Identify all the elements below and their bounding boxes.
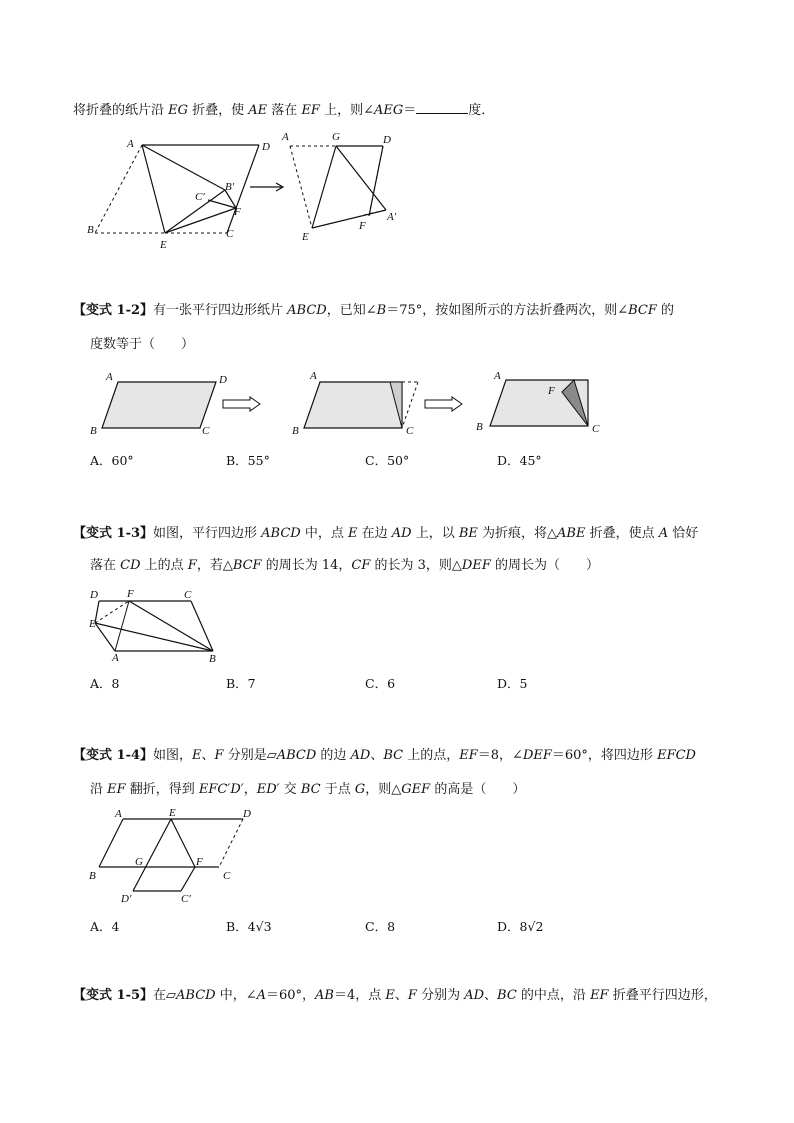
q1-1-label-D-right: D [383, 134, 391, 146]
text-run: 有一张平行四边形纸片 [153, 303, 288, 318]
q1-2-line2: 度数等于（ ） [90, 337, 195, 352]
q1-3-label-E: E [89, 618, 96, 630]
text-run: 恰好 [668, 526, 699, 541]
q1-3-line1-text [153, 526, 698, 541]
q1-5-line1 [73, 987, 717, 1005]
text-run: EF [301, 103, 320, 118]
text-run: ABE [557, 526, 586, 541]
q1-3-figure [85, 585, 235, 665]
q1-2-line1-text [153, 303, 674, 318]
text-run: 度． [468, 103, 495, 118]
q1-2-fig1-A: A [106, 371, 113, 383]
text-run: ＝8，∠ [477, 748, 523, 763]
text-run: AD [350, 748, 371, 763]
text-run: EF [107, 782, 126, 797]
q1-2-fig2-A: A [310, 370, 317, 382]
text-run: E [385, 988, 395, 1003]
answer-blank[interactable] [416, 101, 468, 114]
q1-1-label-B: B [87, 224, 94, 236]
q1-4-label-E: E [169, 807, 176, 819]
q1-1-label-E-right: E [302, 231, 309, 243]
q1-4-figure [85, 805, 265, 905]
text-run: 翻折，得到 [125, 782, 199, 797]
text-run: BE [458, 526, 478, 541]
q1-1-label-C: C [226, 228, 234, 240]
q1-1-label-E: E [160, 239, 167, 251]
q1-4-label-D: D [243, 808, 251, 820]
text-run: 的边 [316, 748, 351, 763]
q1-3-label-A: A [112, 652, 119, 664]
q1-4-label-C: C [223, 870, 231, 882]
q1-1-label-F: F [234, 206, 241, 218]
q1-1-label-F-right: F [359, 220, 366, 232]
q1-2-fig1-C: C [202, 425, 210, 437]
text-run: F [214, 748, 224, 763]
q1-2-option-c[interactable]: C．50° [365, 453, 410, 468]
text-run: CD [120, 558, 141, 573]
q1-2-fig1-B: B [90, 425, 97, 437]
text-run: 的中点，沿 [516, 988, 591, 1003]
q1-3-label-D: D [90, 589, 98, 601]
text-run: 落在 [267, 103, 302, 118]
q1-2-fig3-A: A [494, 370, 501, 382]
q1-2-line1 [73, 302, 674, 320]
text-run: F [407, 988, 417, 1003]
q1-3-option-a[interactable]: A．8 [90, 676, 120, 691]
text-run: 分别是▱ [223, 748, 277, 763]
q1-3-option-d[interactable]: D．5 [497, 676, 528, 691]
q1-4-option-b[interactable]: B．4√3 [226, 919, 272, 934]
q1-2-figure-2 [290, 368, 430, 438]
text-run: BC [383, 748, 404, 763]
q1-2-figure-1 [88, 368, 228, 438]
q1-2-figure-3 [476, 366, 616, 436]
q1-2-option-d[interactable]: D．45° [497, 453, 542, 468]
q1-4-label-A: A [115, 808, 122, 820]
text-run: AE [248, 103, 268, 118]
text-run: ＝4，点 [334, 988, 386, 1003]
text-run: AD [391, 526, 412, 541]
text-run: ABCD [287, 303, 327, 318]
q1-1-figure-left [85, 135, 285, 255]
text-run: 在边 [357, 526, 392, 541]
q1-4-option-d[interactable]: D．8√2 [497, 919, 544, 934]
q1-1-label-A: A [127, 138, 134, 150]
q1-1-label-Cp: C′ [195, 191, 205, 203]
text-run: G [354, 782, 366, 797]
q1-3-label-B: B [209, 653, 216, 665]
q1-5-line1-text [153, 988, 717, 1003]
q1-2-option-a[interactable]: A．60° [90, 453, 134, 468]
q1-4-label-Cp: C′ [181, 893, 191, 905]
q1-3-tag: 【变式 1-3】 [73, 526, 154, 541]
text-run: 如图， [153, 748, 193, 763]
q1-2-arrow-2 [424, 396, 464, 412]
text-run: EF [590, 988, 609, 1003]
q1-4-option-c[interactable]: C．8 [365, 919, 396, 934]
text-run: ＝ [403, 103, 417, 118]
q1-3-option-b[interactable]: B．7 [226, 676, 256, 691]
q1-3-label-F: F [127, 588, 134, 600]
q1-4-line1 [73, 747, 696, 765]
text-run: AB [315, 988, 334, 1003]
text-run: BC [497, 988, 517, 1003]
q1-4-label-G: G [135, 856, 143, 868]
text-run: 上的点， [403, 748, 460, 763]
text-run: E [192, 748, 202, 763]
text-run: 、 [484, 988, 498, 1003]
text-run: 、 [201, 748, 215, 763]
text-run: 沿 [90, 782, 108, 797]
q1-2-fig2-B: B [292, 425, 299, 437]
text-run: 、 [394, 988, 408, 1003]
text-run: 的周长为（ ） [490, 558, 599, 573]
q1-4-label-B: B [89, 870, 96, 882]
q1-1-label-Bp: B′ [225, 181, 235, 193]
text-run: 上的点 [140, 558, 188, 573]
q1-2-tag: 【变式 1-2】 [73, 303, 154, 318]
text-run: ＝75°，按如图所示的方法折叠两次，则∠ [386, 303, 629, 318]
text-run: 的 [656, 303, 675, 318]
text-run: DEF [522, 748, 552, 763]
text-run: EFCD [657, 748, 696, 763]
q1-3-option-c[interactable]: C．6 [365, 676, 396, 691]
text-run: CF [351, 558, 371, 573]
text-run: 为折痕，将△ [477, 526, 558, 541]
text-run: ABCD [176, 988, 216, 1003]
q1-2-fig3-F: F [548, 385, 555, 397]
text-run: 中，∠ [215, 988, 257, 1003]
text-run: DEF [461, 558, 491, 573]
q1-4-option-a[interactable]: A．4 [90, 919, 120, 934]
text-run: 折叠，使点 [585, 526, 659, 541]
text-run: 折叠平行四边形， [608, 988, 717, 1003]
text-run: 将折叠的纸片沿 [73, 103, 169, 118]
q1-3-line1 [73, 525, 698, 543]
text-run: ＝60°， [266, 988, 316, 1003]
text-run: ABCD [261, 526, 301, 541]
q1-5-tag: 【变式 1-5】 [73, 988, 154, 1003]
q1-1-label-A-right: A [282, 131, 289, 143]
text-run: 在▱ [153, 988, 177, 1003]
q1-4-label-F: F [196, 856, 203, 868]
text-run: GEF [401, 782, 431, 797]
q1-4-line1-text [153, 748, 696, 763]
text-run: 落在 [90, 558, 121, 573]
text-run: 、 [370, 748, 384, 763]
text-run: ABCD [276, 748, 317, 763]
q1-2-fig1-D: D [219, 374, 227, 386]
q1-4-label-Dp: D′ [121, 893, 132, 905]
text-run: ＝60°，将四边形 [551, 748, 658, 763]
q1-4-line2 [90, 781, 525, 799]
text-run: BCF [628, 303, 657, 318]
text-run: EFC′D′ [198, 782, 244, 797]
text-run: ， [243, 782, 257, 797]
text-run: AD [464, 988, 485, 1003]
text-run: 交 [279, 782, 301, 797]
q1-3-label-C: C [184, 589, 192, 601]
text-run: 如图，平行四边形 [153, 526, 262, 541]
text-run: ED′ [256, 782, 280, 797]
text-run: AEG [373, 103, 404, 118]
q1-2-fig3-B: B [476, 421, 483, 433]
text-run: EF [459, 748, 478, 763]
text-run: A [256, 988, 266, 1003]
q1-2-fig3-C: C [592, 423, 600, 435]
text-run: 的周长为 14， [261, 558, 352, 573]
q1-2-arrow-1 [222, 396, 262, 412]
text-run: ，已知∠ [326, 303, 377, 318]
text-run: A [658, 526, 669, 541]
text-run: EG [168, 103, 189, 118]
q1-4-tag: 【变式 1-4】 [73, 748, 154, 763]
text-run: B [376, 303, 387, 318]
q1-1-text [73, 101, 494, 120]
text-run: 于点 [320, 782, 355, 797]
q1-1-label-D: D [262, 141, 270, 153]
text-run: 折叠，使 [188, 103, 249, 118]
text-run: BC [300, 782, 321, 797]
text-run: 的长为 3，则△ [370, 558, 462, 573]
q1-2-option-b[interactable]: B．55° [226, 453, 270, 468]
text-run: ，则△ [365, 782, 402, 797]
q1-1-label-G: G [332, 131, 340, 143]
text-run: 的高是（ ） [430, 782, 526, 797]
text-run: BCF [232, 558, 262, 573]
q1-2-fig2-C: C [406, 425, 414, 437]
q1-1-label-Ap: A′ [387, 211, 397, 223]
text-run: ，若△ [196, 558, 233, 573]
text-run: 上，则∠ [319, 103, 374, 118]
q1-3-line2 [90, 557, 599, 575]
text-run: F [187, 558, 197, 573]
text-run: 中，点 [300, 526, 348, 541]
text-run: E [347, 526, 358, 541]
text-run: 分别为 [416, 988, 465, 1003]
q1-1-figure-right [280, 128, 410, 248]
text-run: 上，以 [411, 526, 459, 541]
